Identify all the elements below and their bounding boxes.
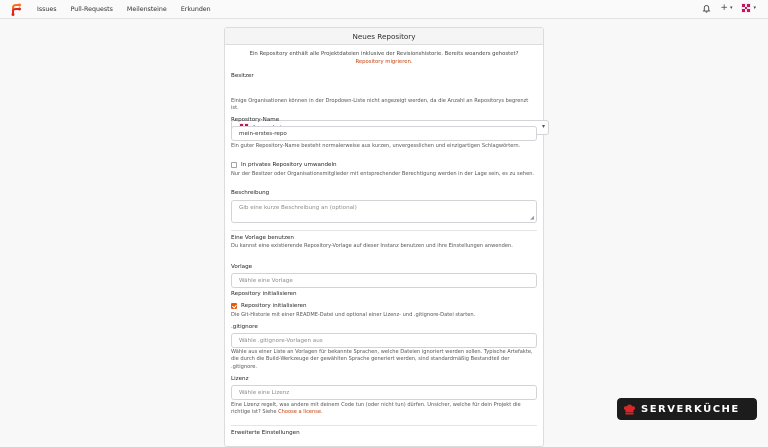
private-checkbox-row[interactable] bbox=[231, 162, 537, 168]
license-help-text: Eine Lizenz regelt, was andere mit deinem Code tun (oder nicht tun) dürfen. Unsicher, welche für dein Projekt die richtige ist? Siehe bbox=[231, 402, 521, 416]
gitignore-label: .gitignore bbox=[231, 324, 258, 330]
owner-section bbox=[231, 73, 537, 79]
template-wrap bbox=[231, 273, 537, 288]
nav-pull-requests[interactable]: Pull-Requests bbox=[70, 5, 113, 13]
description-label: Beschreibung bbox=[231, 190, 270, 196]
advanced-heading: Erweiterte Einstellungen bbox=[231, 430, 300, 436]
user-menu[interactable] bbox=[741, 3, 756, 13]
watermark-text: SERVERKÜCHE bbox=[641, 403, 740, 415]
description-placeholder: Gib eine kurze Beschreibung an (optional) bbox=[239, 205, 357, 211]
choose-license-link[interactable]: Choose a license. bbox=[278, 409, 323, 416]
gitignore-help: Wähle aus einer Liste an Vorlagen für bekannte Sprachen, welche Dateien ignoriert werden sollen. Typische Artefakte, die durch die Build-Werkzeuge der gewählten Sprache generiert werden, sind standardmäßig Bestandteil der .gitignore. bbox=[231, 349, 533, 370]
repo-name-input[interactable]: mein-erstes-repo bbox=[231, 126, 537, 141]
template-dropdown[interactable]: Wähle eine Vorlage bbox=[231, 273, 537, 288]
new-repo-form bbox=[224, 27, 544, 447]
user-avatar-icon bbox=[741, 3, 751, 13]
repo-name-wrap bbox=[231, 126, 537, 141]
gitignore-dropdown[interactable]: Wähle .gitignore-Vorlagen aus bbox=[231, 333, 537, 348]
description-wrap bbox=[231, 200, 537, 223]
chevron-down-icon: ▾ bbox=[541, 123, 545, 130]
description-textarea[interactable] bbox=[231, 200, 537, 223]
owner-help: Einige Organisationen können in der Dropdown-Liste nicht angezeigt werden, da die Anzahl an Repositorys begrenzt ist. bbox=[231, 98, 529, 112]
section-divider bbox=[231, 230, 537, 231]
create-menu[interactable] bbox=[720, 4, 732, 13]
serverkueche-watermark bbox=[617, 398, 757, 420]
repo-name-help: Ein guter Repository-Name besteht normalerweise aus kurzen, unvergesslichen und einzigartigen Schlagwörtern. bbox=[231, 143, 521, 149]
nav-milestones[interactable]: Meilensteine bbox=[126, 5, 167, 13]
plus-icon: + bbox=[720, 2, 728, 13]
license-help bbox=[231, 402, 537, 417]
chevron-down-icon: ▾ bbox=[729, 4, 733, 11]
notification-bell-icon[interactable] bbox=[702, 4, 711, 13]
intro-description: Ein Repository enthält alle Projektdateien inklusive der Revisionshistorie. Bereits woanders gehostet? bbox=[249, 51, 519, 57]
license-dropdown[interactable]: Wähle eine Lizenz bbox=[231, 385, 537, 400]
init-help: Die Git-Historie mit einer README-Datei und optional einer Lizenz- und .gitignore-Datei starten. bbox=[231, 312, 476, 318]
nav-issues[interactable]: Issues bbox=[37, 5, 57, 13]
template-help: Du kannst eine existierende Repository-Vorlage auf dieser Instanz benutzen und ihre Einstellungen anwenden. bbox=[231, 243, 513, 249]
intro-text bbox=[225, 45, 543, 66]
chevron-down-icon: ▾ bbox=[753, 5, 756, 11]
section-divider bbox=[231, 425, 537, 426]
private-checkbox-label: In privates Repository umwandeln bbox=[241, 162, 337, 168]
template-label: Vorlage bbox=[231, 264, 253, 270]
chef-hat-icon bbox=[623, 404, 636, 415]
migrate-repo-link[interactable]: Repository migrieren. bbox=[355, 59, 413, 65]
top-navbar bbox=[0, 0, 768, 19]
nav-right-group bbox=[702, 3, 756, 13]
form-title: Neues Repository bbox=[225, 28, 543, 45]
forgejo-logo-icon[interactable] bbox=[10, 3, 22, 16]
repo-name-label: Repository-Name bbox=[231, 117, 280, 123]
owner-label: Besitzer bbox=[231, 73, 254, 79]
resize-handle-icon[interactable]: ◢ bbox=[530, 215, 534, 221]
init-heading: Repository initialisieren bbox=[231, 291, 297, 297]
nav-explore[interactable]: Erkunden bbox=[180, 5, 211, 13]
gitignore-wrap bbox=[231, 333, 537, 348]
init-checkbox-row[interactable] bbox=[231, 303, 537, 309]
private-help: Nur der Besitzer oder Organisationsmitglieder mit entsprechender Berechtigung werden in der Lage sein, es zu sehen. bbox=[231, 171, 535, 177]
license-label: Lizenz bbox=[231, 376, 249, 382]
license-wrap bbox=[231, 385, 537, 400]
init-checkbox-label: Repository initialisieren bbox=[241, 303, 307, 309]
template-heading: Eine Vorlage benutzen bbox=[231, 235, 294, 241]
init-checkbox[interactable] bbox=[231, 303, 237, 309]
private-checkbox[interactable] bbox=[231, 162, 237, 168]
